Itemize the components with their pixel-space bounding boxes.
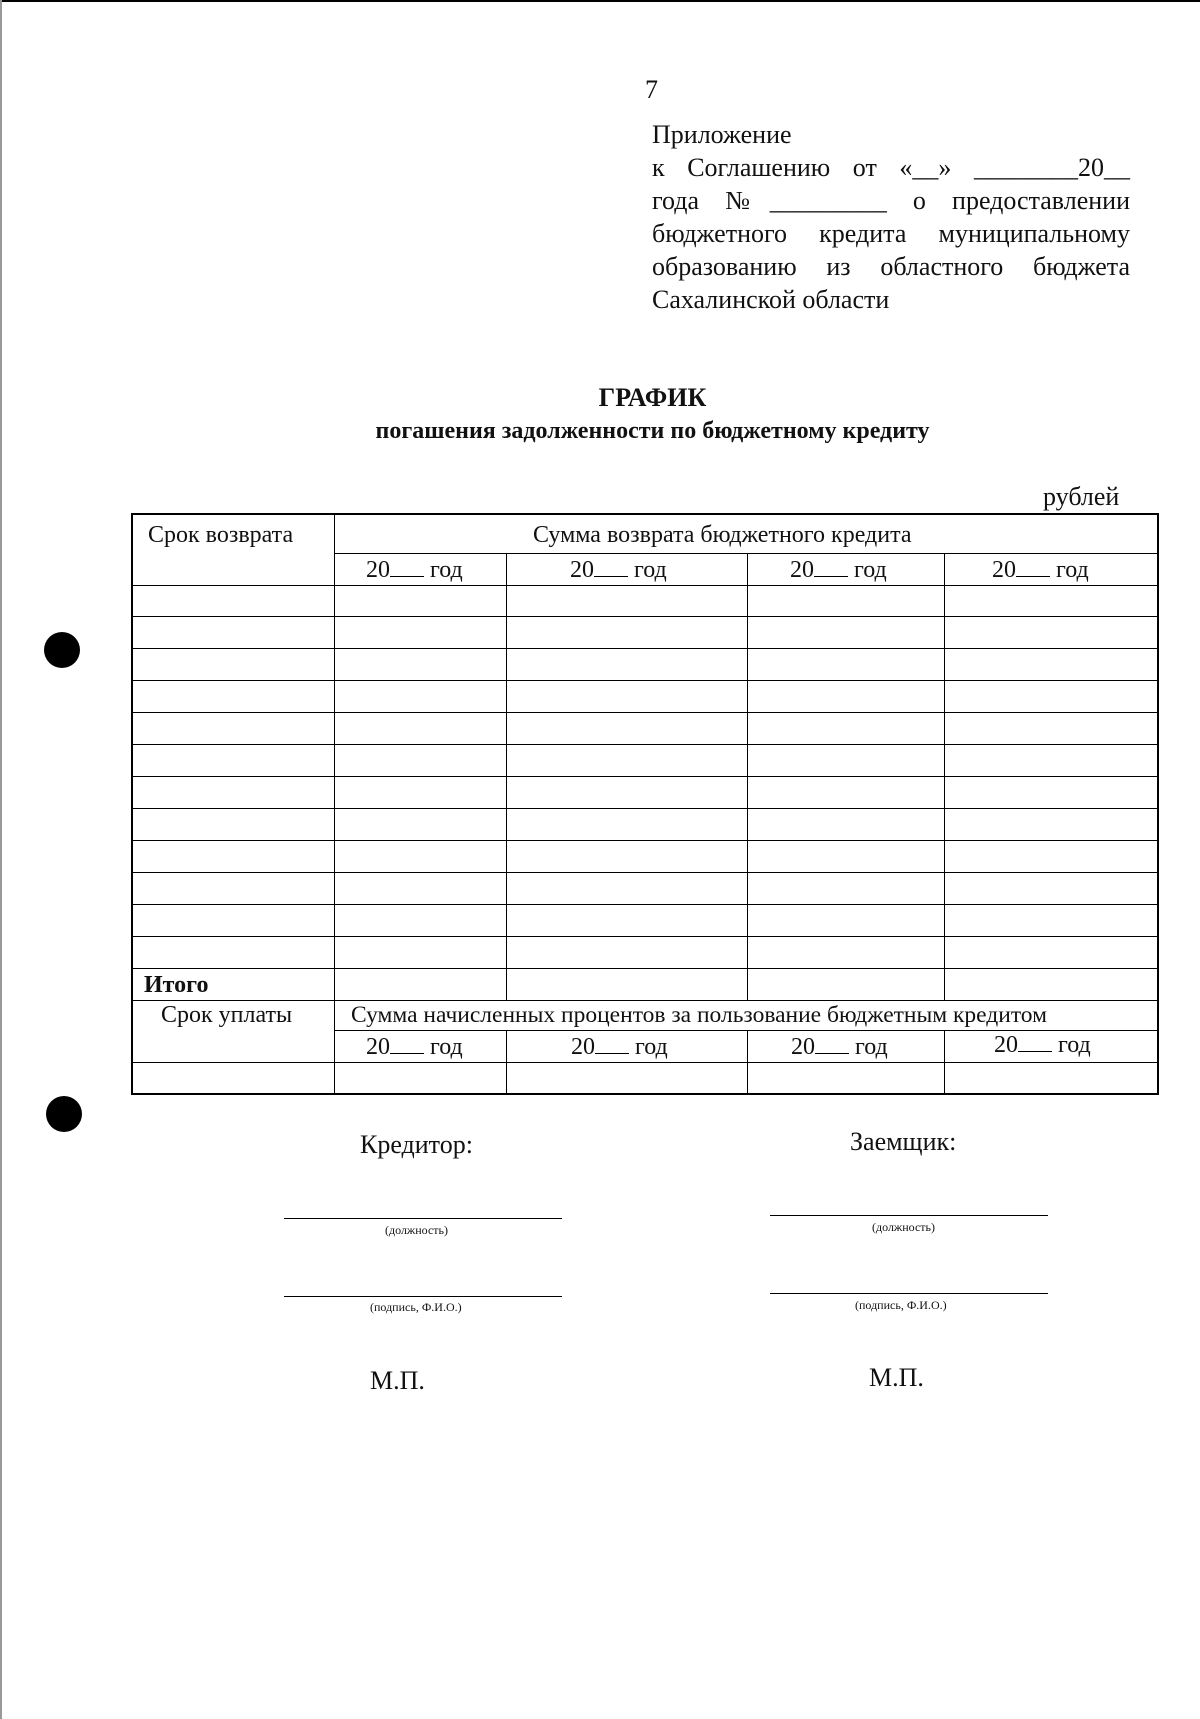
table-vline	[747, 553, 748, 1000]
table-hline	[131, 1062, 1157, 1063]
borrower-position-line	[770, 1215, 1048, 1216]
year-prefix: 20	[994, 1032, 1018, 1058]
document-subtitle: погашения задолженности по бюджетному кредиту	[375, 418, 930, 444]
creditor-signature-caption: (подпись, Ф.И.О.)	[370, 1300, 462, 1314]
creditor-signature-line	[284, 1296, 562, 1297]
table-vline	[944, 1030, 945, 1093]
year-header-2	[570, 557, 667, 584]
appendix-line: к Соглашению от «__» ________20__	[652, 153, 1130, 182]
year-header-3	[790, 557, 887, 584]
table-hline	[131, 616, 1157, 617]
table-hline	[131, 680, 1157, 681]
interest-year-header-2	[571, 1034, 668, 1061]
table-hline	[131, 776, 1157, 777]
year-prefix: 20	[570, 557, 594, 583]
header-repayment-term: Срок возврата	[148, 522, 294, 548]
table-hline	[131, 904, 1157, 905]
table-hline	[131, 936, 1157, 937]
borrower-position-caption: (должность)	[872, 1220, 935, 1234]
year-suffix: год	[430, 1034, 463, 1060]
year-suffix: год	[855, 1034, 888, 1060]
page-number: 7	[645, 75, 658, 104]
year-prefix: 20	[571, 1034, 595, 1060]
year-header-4	[992, 557, 1089, 584]
year-prefix: 20	[791, 1034, 815, 1060]
year-suffix: год	[1058, 1032, 1091, 1058]
table-border-bottom	[131, 1093, 1157, 1095]
borrower-stamp-place: М.П.	[869, 1363, 924, 1392]
year-prefix: 20	[790, 557, 814, 583]
creditor-stamp-place: М.П.	[370, 1366, 425, 1395]
table-vline	[506, 1030, 507, 1093]
total-label: Итого	[144, 972, 209, 998]
table-vline	[747, 1030, 748, 1093]
table-hline	[131, 840, 1157, 841]
header-interest-sum: Сумма начисленных процентов за пользование бюджетным кредитом	[351, 1002, 1047, 1028]
table-hline	[131, 744, 1157, 745]
year-suffix: год	[430, 557, 463, 583]
appendix-header	[652, 118, 1130, 316]
appendix-line: Сахалинской области	[652, 285, 890, 314]
borrower-signature-line	[770, 1293, 1048, 1294]
year-prefix: 20	[992, 557, 1016, 583]
units-label: рублей	[1043, 482, 1120, 511]
table-hline	[131, 968, 1157, 969]
borrower-label: Заемщик:	[850, 1127, 957, 1156]
appendix-line: бюджетного кредита муниципальному	[652, 219, 1130, 248]
table-hline	[334, 1030, 1157, 1031]
table-hline	[131, 1000, 1157, 1001]
appendix-line: года №_________ о предоставлении	[652, 186, 1130, 215]
table-hline	[131, 648, 1157, 649]
year-prefix: 20	[366, 557, 390, 583]
year-suffix: год	[854, 557, 887, 583]
table-hline	[131, 585, 1157, 586]
table-border-top	[131, 513, 1157, 515]
table-hline	[334, 553, 1157, 554]
creditor-position-caption: (должность)	[385, 1223, 448, 1237]
table-border-right	[1157, 513, 1159, 1095]
appendix-line: Приложение	[652, 120, 792, 149]
scan-top-edge	[0, 0, 1200, 2]
table-hline	[131, 872, 1157, 873]
creditor-label: Кредитор:	[360, 1130, 473, 1159]
year-suffix: год	[635, 1034, 668, 1060]
interest-year-header-3	[791, 1034, 888, 1061]
punch-hole-bottom	[46, 1096, 82, 1132]
table-hline	[131, 712, 1157, 713]
year-header-1	[366, 557, 463, 584]
borrower-signature-caption: (подпись, Ф.И.О.)	[855, 1298, 947, 1312]
table-vline	[506, 553, 507, 1000]
appendix-line: образованию из областного бюджета	[652, 252, 1130, 281]
table-hline	[131, 808, 1157, 809]
year-suffix: год	[634, 557, 667, 583]
punch-hole-top	[44, 632, 80, 668]
table-border-left	[131, 513, 133, 1095]
creditor-position-line	[284, 1218, 562, 1219]
header-payment-term: Срок уплаты	[161, 1002, 293, 1028]
scan-left-edge	[0, 0, 2, 1719]
table-vline	[334, 513, 335, 1093]
interest-year-header-4	[994, 1032, 1091, 1059]
interest-year-header-1	[366, 1034, 463, 1061]
year-prefix: 20	[366, 1034, 390, 1060]
year-suffix: год	[1056, 557, 1089, 583]
table-vline	[944, 553, 945, 1000]
header-repayment-sum: Сумма возврата бюджетного кредита	[533, 522, 912, 548]
document-title: ГРАФИК	[598, 383, 707, 412]
